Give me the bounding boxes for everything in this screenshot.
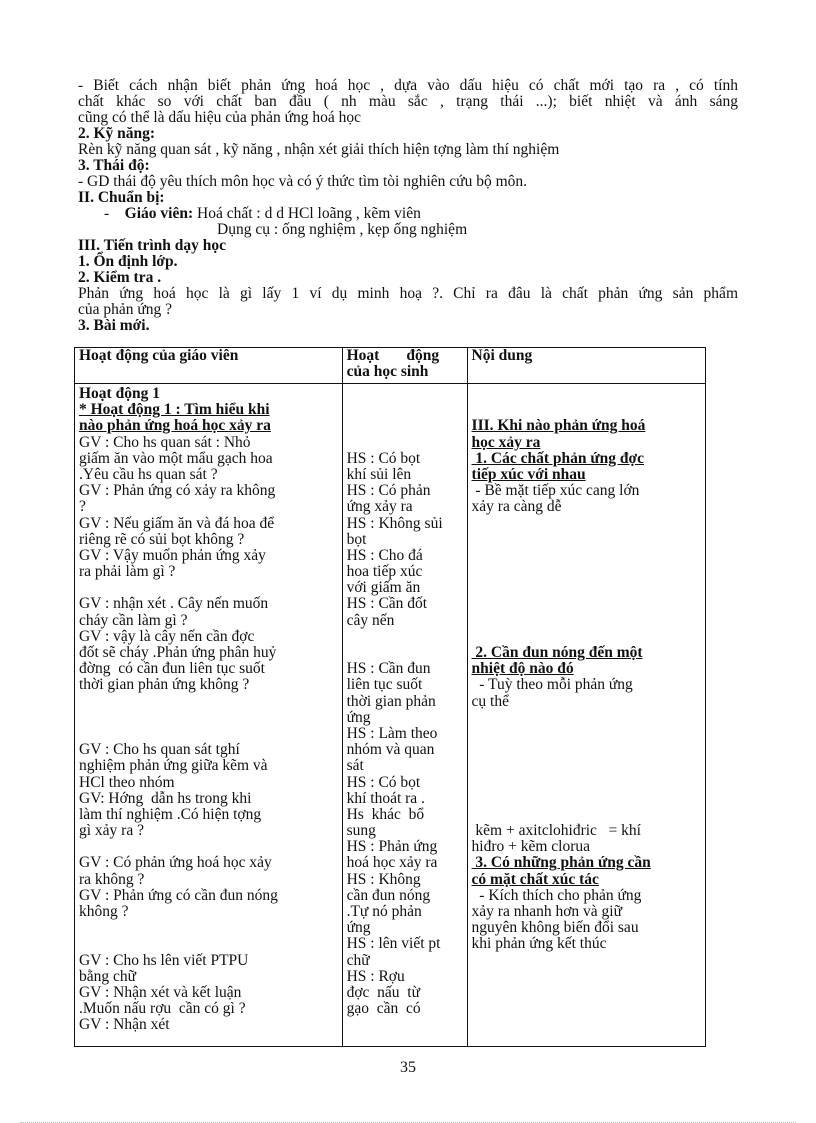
nd-line (472, 596, 701, 612)
nd-line: - Tuỳ theo mỗi phản ứng (471, 676, 633, 694)
nd-line (472, 775, 701, 791)
gv-line: HCl theo nhóm (79, 773, 175, 791)
skills-text: Rèn kỹ năng quan sát , kỹ năng , nhận xét giải thích hiện tợng làm thí nghiệm (78, 141, 560, 158)
hs-line: HS : Không sủi (346, 514, 443, 532)
header-student-activity: Hoạt động của học sinh (342, 348, 467, 384)
gv-line: nào phản ứng hoá học xảy ra (79, 417, 271, 435)
nd-line: kẽm + axitclohiđric = khí (471, 822, 641, 840)
hs-line: .Tự nó phản (346, 903, 422, 920)
gv-line: nghiệm phản ứng giữa kẽm và (79, 757, 268, 775)
gv-line: GV : Nhận xét (79, 1016, 170, 1034)
hs-line: HS : Làm theo (346, 724, 438, 742)
hs-line: sung (346, 822, 376, 840)
hs-line (347, 418, 463, 434)
nd-line (472, 548, 701, 564)
header-content: Nội dung (467, 348, 705, 384)
step-class-order: 1. Ổn định lớp. (78, 253, 178, 270)
nd-line (472, 564, 701, 580)
gv-line: đốt sẽ cháy .Phản ứng phân huỷ (79, 644, 277, 661)
gv-line: GV : nhận xét . Cây nến muốn (79, 595, 269, 613)
preparation-tools: Dụng cụ : ống nghiệm , kẹp ống nghiệm (217, 221, 468, 238)
hs-line: bọt (346, 530, 367, 548)
hs-line: khí sủi lên (346, 465, 412, 483)
hs-line: hoa tiếp xúc (346, 563, 423, 581)
student-activity-cell (342, 384, 467, 1047)
hs-line: nhóm và quan (346, 741, 435, 759)
header-teacher-activity: Hoạt động của giáo viên (75, 348, 343, 384)
gv-line: cháy cần làm gì ? (79, 611, 188, 629)
gv-line (79, 580, 338, 596)
hs-line (347, 386, 463, 402)
nd-line (472, 629, 701, 645)
lesson-activity-table (74, 347, 706, 1047)
teacher-activity-cell (75, 384, 343, 1047)
page-number: 35 (400, 1059, 416, 1076)
nd-line (472, 710, 701, 726)
hs-line: HS : Có phản (346, 482, 431, 500)
nd-line: - Kích thích cho phản ứng (471, 886, 642, 904)
nd-line: xảy ra càng dễ (471, 498, 562, 516)
skills-heading: 2. Kỹ năng: (78, 125, 156, 142)
gv-line: GV : Nếu giấm ăn và đá hoa để (79, 514, 275, 532)
nd-line: 1. Các chất phản ứng đợc (471, 449, 645, 467)
gv-line: giấm ăn vào một mẩu gạch hoa (79, 449, 273, 467)
preparation-heading: II. Chuẩn bị: (78, 189, 165, 206)
gv-line (79, 839, 338, 855)
hs-line: gạo cần có (346, 1000, 421, 1018)
process-heading: III. Tiến trình dạy học (78, 237, 227, 254)
gv-line: ? (79, 498, 86, 516)
gv-line: GV: Hớng dẫn hs trong khi (79, 789, 252, 807)
teacher-activity-lines (79, 386, 338, 1034)
gv-line: GV : Phản ứng có cần đun nóng (79, 886, 278, 904)
nd-line: nhiệt độ nào đó (471, 660, 574, 678)
gv-line: bằng chữ (79, 967, 137, 985)
hs-line: HS : lên viết pt (346, 935, 441, 953)
hs-line: HS : Cần đun (346, 660, 431, 678)
gv-line: làm thí nghiệm .Có hiện tợng (79, 805, 262, 823)
gv-line (79, 694, 338, 710)
nd-line: xảy ra nhanh hơn và giữ (471, 903, 622, 920)
nd-line (472, 532, 701, 548)
nd-line (472, 791, 701, 807)
gv-line: .Muốn nấu rợu cần có gì ? (79, 1000, 246, 1018)
nd-line (472, 613, 701, 629)
hs-line (347, 629, 463, 645)
teacher-label: Giáo viên: (124, 205, 194, 222)
preparation-teacher (78, 206, 738, 222)
gv-line: GV : Phản ứng có xảy ra không (79, 482, 276, 500)
hs-line: cần đun nóng (346, 886, 431, 904)
check-question: của phản ứng ? (78, 301, 173, 318)
objective-line: cũng có thể là dấu hiệu của phản ứng hoá học (78, 109, 361, 126)
hs-line: HS : Cho đá (346, 546, 423, 564)
lesson-intro (78, 78, 738, 334)
hs-line (347, 402, 463, 418)
table-header-row (75, 348, 706, 384)
nd-line: III. Khi nào phản ứng hoá (471, 417, 646, 435)
gv-line: GV : Cho hs lên viết PTPU (79, 951, 249, 969)
nd-line (472, 807, 701, 823)
hs-line: với giấm ăn (346, 579, 421, 597)
hs-line: liên tục suốt (346, 676, 423, 694)
student-activity-lines (347, 386, 463, 1017)
hs-line: ứng xảy ra (346, 498, 413, 516)
gv-line: thời gian phản ứng không ? (79, 676, 250, 694)
hs-line: khí thoát ra . (346, 789, 425, 807)
nd-line: 3. Có những phản ứng cần (471, 854, 651, 872)
nd-line (472, 742, 701, 758)
hs-line: hoá học xảy ra (346, 854, 438, 872)
gv-line: .Yêu cầu hs quan sát ? (79, 465, 218, 483)
attitude-heading: 3. Thái độ: (78, 157, 150, 174)
nd-line (472, 580, 701, 596)
hs-line (347, 645, 463, 661)
gv-line: gì xảy ra ? (79, 822, 144, 840)
objective-line: - Biết cách nhận biết phản ứng hoá học , dựa vào dấu hiệu có chất mới tạo ra , có tính (78, 77, 738, 94)
nd-line: có mặt chất xúc tác (471, 870, 599, 888)
hs-line: ứng (346, 708, 371, 726)
teacher-chemicals: Hoá chất : d d HCl loãng , kẽm viên (193, 205, 421, 222)
hs-line: HS : Phản ứng (346, 838, 438, 856)
gv-line: đờng có cần đun liên tục suốt (79, 660, 265, 678)
gv-line: GV : Nhận xét và kết luận (79, 983, 242, 1001)
hs-line: sát (346, 757, 364, 775)
step-new-lesson: 3. Bài mới. (78, 317, 150, 334)
nd-line (472, 726, 701, 742)
gv-line: * Hoạt động 1 : Tìm hiểu khi (79, 401, 270, 419)
hs-line: đợc nấu từ (346, 983, 421, 1001)
gv-line: GV : Cho hs quan sát tghí (79, 741, 240, 759)
hs-line: HS : Có bọt (346, 449, 421, 467)
gv-line (79, 936, 338, 952)
check-question: Phản ứng hoá học là gì lấy 1 ví dụ minh hoạ ?. Chỉ ra đâu là chất phản ứng sản phẩm (78, 285, 738, 302)
hs-line: HS : Cần đốt (346, 595, 428, 613)
step-check: 2. Kiểm tra . (78, 269, 162, 286)
nd-line (472, 516, 701, 532)
gv-line: GV : Có phản ứng hoá học xảy (79, 854, 272, 872)
hs-line: ứng (346, 919, 371, 937)
gv-line (79, 710, 338, 726)
nd-line (472, 402, 701, 418)
table-body-row (75, 384, 706, 1047)
nd-line: nguyên không biến đổi sau (471, 919, 639, 937)
gv-line: ra không ? (79, 870, 145, 888)
content-cell (467, 384, 705, 1047)
objective-line: chất khác so với chất ban đầu ( nh màu sắc , trạng thái ...); biết nhiệt và ánh sáng (78, 93, 738, 110)
nd-line: cụ thể (471, 692, 509, 710)
hs-line: HS : Rợu (346, 967, 405, 985)
nd-line: hiđro + kẽm clorua (471, 838, 591, 856)
gv-line (79, 920, 338, 936)
nd-line: 2. Cần đun nóng đến một (471, 644, 643, 661)
gv-line: không ? (79, 903, 129, 920)
hs-line: HS : Không (346, 870, 421, 888)
hs-line: Hs khác bổ (346, 805, 425, 823)
hs-line: chữ (346, 951, 370, 969)
hs-line: HS : Có bọt (346, 773, 421, 791)
attitude-text: - GD thái độ yêu thích môn học và có ý thức tìm tòi nghiên cứu bộ môn. (78, 173, 528, 190)
gv-line: ra phải làm gì ? (79, 563, 176, 581)
nd-line (472, 386, 701, 402)
nd-line: học xảy ra (471, 433, 541, 451)
gv-line: GV : Vậy muốn phản ứng xảy (79, 546, 266, 564)
hs-line: cây nến (346, 611, 395, 629)
gv-line (79, 726, 338, 742)
hs-line (347, 435, 463, 451)
nd-line: khi phản ứng kết thúc (471, 935, 607, 953)
gv-line: Hoạt động 1 (79, 385, 160, 402)
hs-line: thời gian phản (346, 692, 436, 710)
gv-line: GV : vậy là cây nến cần đợc (79, 627, 255, 645)
nd-line: - Bề mặt tiếp xúc cang lớn (471, 482, 640, 500)
content-lines (472, 386, 701, 953)
nd-line: tiếp xúc với nhau (471, 465, 586, 483)
gv-line: GV : Cho hs quan sát : Nhỏ (79, 433, 251, 451)
list-dash: - (104, 205, 110, 222)
gv-line: riêng rẽ có sủi bọt không ? (79, 530, 245, 548)
nd-line (472, 758, 701, 774)
